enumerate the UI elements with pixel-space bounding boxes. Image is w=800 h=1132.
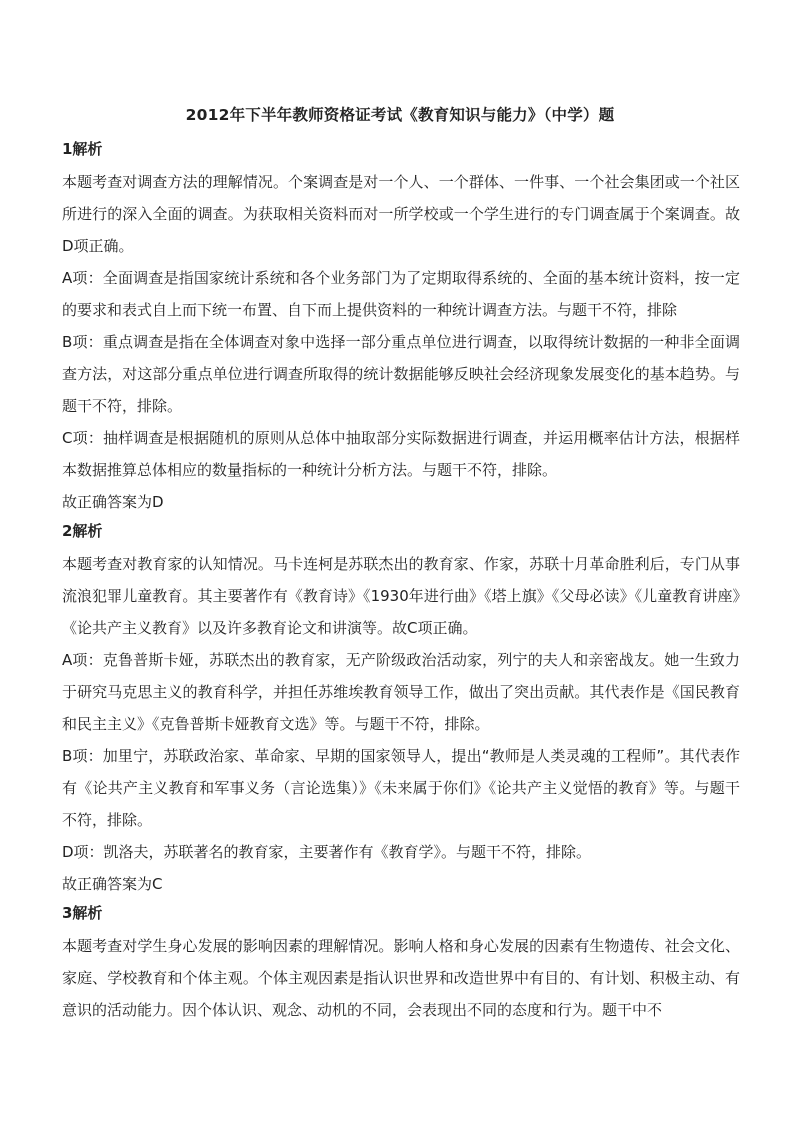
section-1-heading: 1解析 [62,140,103,158]
section-2-option-b: B项：加里宁，苏联政治家、革命家、早期的国家领导人，提出“教师是人类灵魂的工程师”。其代表作有《论共产主义教育和军事义务（言论选集）》《未来属于你们》《论共产主义觉悟的教育》等。与题干不符，排除。 [62,747,740,829]
section-1-option-c: C项：抽样调查是根据随机的原则从总体中抽取部分实际数据进行调查，并运用概率估计方法，根据样本数据推算总体相应的数量指标的一种统计分析方法。与题干不符，排除。 [62,429,740,479]
section-1-answer: 故正确答案为D [62,493,164,511]
document-title: 2012年下半年教师资格证考试《教育知识与能力》（中学）题 [185,106,615,124]
document-body [62,136,740,1026]
section-1-paragraph-1: 本题考查对调查方法的理解情况。个案调查是对一个人、一个群体、一件事、一个社会集团或一个社区所进行的深入全面的调查。为获取相关资料而对一所学校或一个学生进行的专门调查属于个案调查。故D项正确。 [62,173,740,255]
section-3-heading: 3解析 [62,904,103,922]
section-2-answer: 故正确答案为C [62,875,163,893]
section-1 [62,136,740,518]
section-2 [62,518,740,900]
section-2-heading: 2解析 [62,522,103,540]
section-3 [62,900,740,1026]
section-3-paragraph-1: 本题考查对学生身心发展的影响因素的理解情况。影响人格和身心发展的因素有生物遗传、社会文化、家庭、学校教育和个体主观。个体主观因素是指认识世界和改造世界中有目的、有计划、积极主动、有意识的活动能力。因个体认识、观念、动机的不同，会表现出不同的态度和行为。题干中不 [62,937,740,1019]
section-2-paragraph-1: 本题考查对教育家的认知情况。马卡连柯是苏联杰出的教育家、作家，苏联十月革命胜利后，专门从事流浪犯罪儿童教育。其主要著作有《教育诗》《1930年进行曲》《塔上旗》《父母必读》《儿童教育讲座》《论共产主义教育》以及许多教育论文和讲演等。故C项正确。 [62,555,740,637]
section-2-option-a: A项：克鲁普斯卡娅，苏联杰出的教育家，无产阶级政治活动家，列宁的夫人和亲密战友。她一生致力于研究马克思主义的教育科学，并担任苏维埃教育领导工作，做出了突出贡献。其代表作是《国民教育和民主主义》《克鲁普斯卡娅教育文选》等。与题干不符，排除。 [62,651,740,733]
section-1-option-b: B项：重点调查是指在全体调查对象中选择一部分重点单位进行调查，以取得统计数据的一种非全面调查方法，对这部分重点单位进行调查所取得的统计数据能够反映社会经济现象发展变化的基本趋势。与题干不符，排除。 [62,333,740,415]
section-1-option-a: A项：全面调查是指国家统计系统和各个业务部门为了定期取得系统的、全面的基本统计资料，按一定的要求和表式自上而下统一布置、自下而上提供资料的一种统计调查方法。与题干不符，排除 [62,269,740,319]
section-2-option-d: D项：凯洛夫，苏联著名的教育家，主要著作有《教育学》。与题干不符，排除。 [62,843,592,861]
